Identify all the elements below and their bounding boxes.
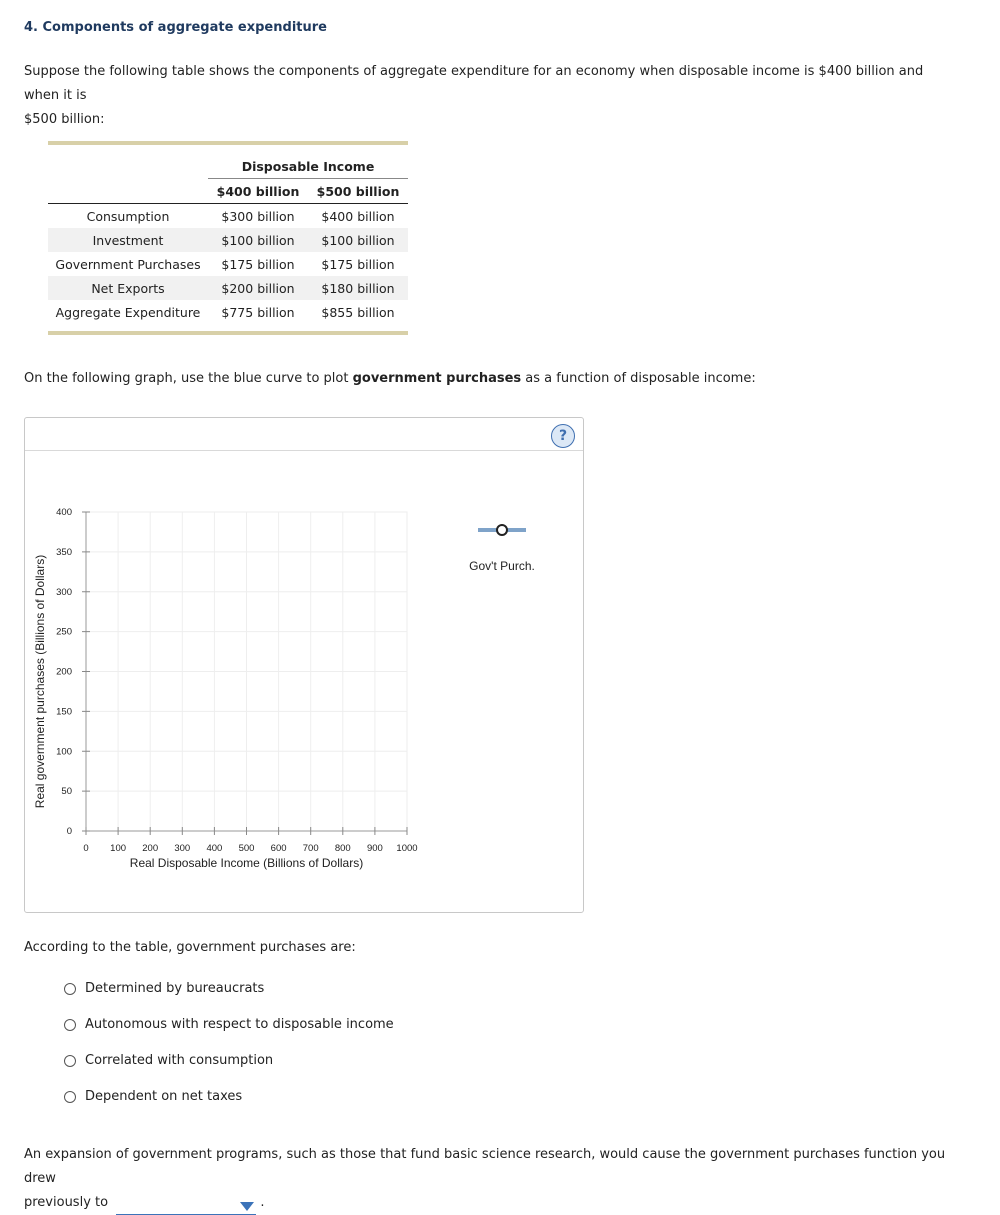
question-3-trailing: . [260,1195,265,1210]
column-header-400: $400 billion [208,179,308,204]
option-label: Autonomous with respect to disposable income [85,1017,394,1032]
row-label: Consumption [86,208,170,224]
question-3-line-2 [24,1191,954,1215]
option-label: Dependent on net taxes [85,1089,243,1104]
graph-instruction-tail: as a function of disposable income: [521,371,756,386]
question-3-lead: previously to [24,1195,109,1210]
x-tick-label: 500 [238,843,255,854]
row-value: $300 billion [221,208,295,224]
question-intro [24,60,954,132]
y-tick-label: 250 [56,626,72,638]
y-tick-label: 150 [56,706,72,718]
x-tick-label: 800 [334,843,351,854]
legend-curve-handle[interactable] [497,525,507,535]
question-title: 4. Components of aggregate expenditure [24,20,327,35]
radio-button[interactable] [64,1091,76,1103]
row-value: $200 billion [208,276,308,300]
row-label: Net Exports [48,276,208,300]
legend-label: Gov't Purch. [469,559,535,573]
intro-line-2: $500 billion: [24,112,105,127]
radio-button[interactable] [64,1019,76,1031]
row-label: Aggregate Expenditure [55,304,201,320]
chevron-down-icon[interactable] [240,1202,254,1211]
row-value: $400 billion [321,208,395,224]
y-tick-label: 350 [56,546,72,558]
table-row [48,252,408,276]
row-label: Government Purchases [55,256,201,272]
x-tick-label: 900 [366,843,383,854]
option-autonomous[interactable] [64,1017,394,1032]
intro-line-1: Suppose the following table shows the components of aggregate expenditure for an economy when disposable income is $400 billion and when it is [24,64,924,103]
disposable-income-header: Disposable Income [208,154,408,179]
row-value: $100 billion [308,228,408,252]
components-table-grid [48,145,408,331]
row-value: $175 billion [221,256,295,272]
y-tick-label: 100 [56,746,72,758]
table-row [48,204,408,229]
x-tick-label: 0 [83,843,89,854]
x-tick-label: 600 [270,843,287,854]
row-value: $180 billion [308,276,408,300]
components-table [48,141,408,335]
y-axis-title: Real government purchases (Billions of Dollars) [33,554,47,809]
y-tick-label: 0 [66,826,72,837]
radio-button[interactable] [64,983,76,995]
question-3-text: An expansion of government programs, such as those that fund basic science research, would cause the government purchases function you drew [24,1147,946,1186]
x-tick-label: 400 [206,843,223,854]
option-determined-by-bureaucrats[interactable] [64,981,264,996]
table-bottom-rule [48,331,408,335]
column-header-500: $500 billion [308,179,408,204]
graph-instruction-text: On the following graph, use the blue curve to plot [24,371,353,386]
row-value: $775 billion [221,304,295,320]
y-tick-label: 200 [56,666,72,678]
help-icon[interactable]: ? [551,424,575,448]
row-value: $175 billion [321,256,395,272]
y-tick-label: 50 [61,786,72,798]
government-purchases-graph[interactable] [25,418,583,912]
question-3 [24,1143,954,1215]
radio-button[interactable] [64,1055,76,1067]
x-tick-label: 100 [110,843,127,854]
row-value: $100 billion [208,228,308,252]
x-tick-label: 1000 [396,843,418,854]
option-label: Determined by bureaucrats [85,981,265,996]
table-row [48,276,408,300]
question-2-prompt: According to the table, government purchases are: [24,940,356,955]
graph-instruction-bold: government purchases [352,371,522,386]
option-correlated-with-consumption[interactable] [64,1053,273,1068]
x-tick-label: 200 [142,843,159,854]
row-label: Investment [48,228,208,252]
shift-dropdown[interactable] [116,1196,256,1215]
row-value: $855 billion [321,304,395,320]
y-tick-label: 300 [56,586,72,598]
graph-instruction [24,371,756,386]
x-tick-label: 700 [302,843,319,854]
table-row [48,228,408,252]
table-row [48,300,408,324]
option-label: Correlated with consumption [85,1053,274,1068]
y-tick-label: 400 [56,507,72,518]
graph-panel [24,417,584,913]
option-dependent-on-net-taxes[interactable] [64,1089,242,1104]
x-tick-label: 300 [174,843,191,854]
x-axis-title: Real Disposable Income (Billions of Dollars) [129,856,364,870]
